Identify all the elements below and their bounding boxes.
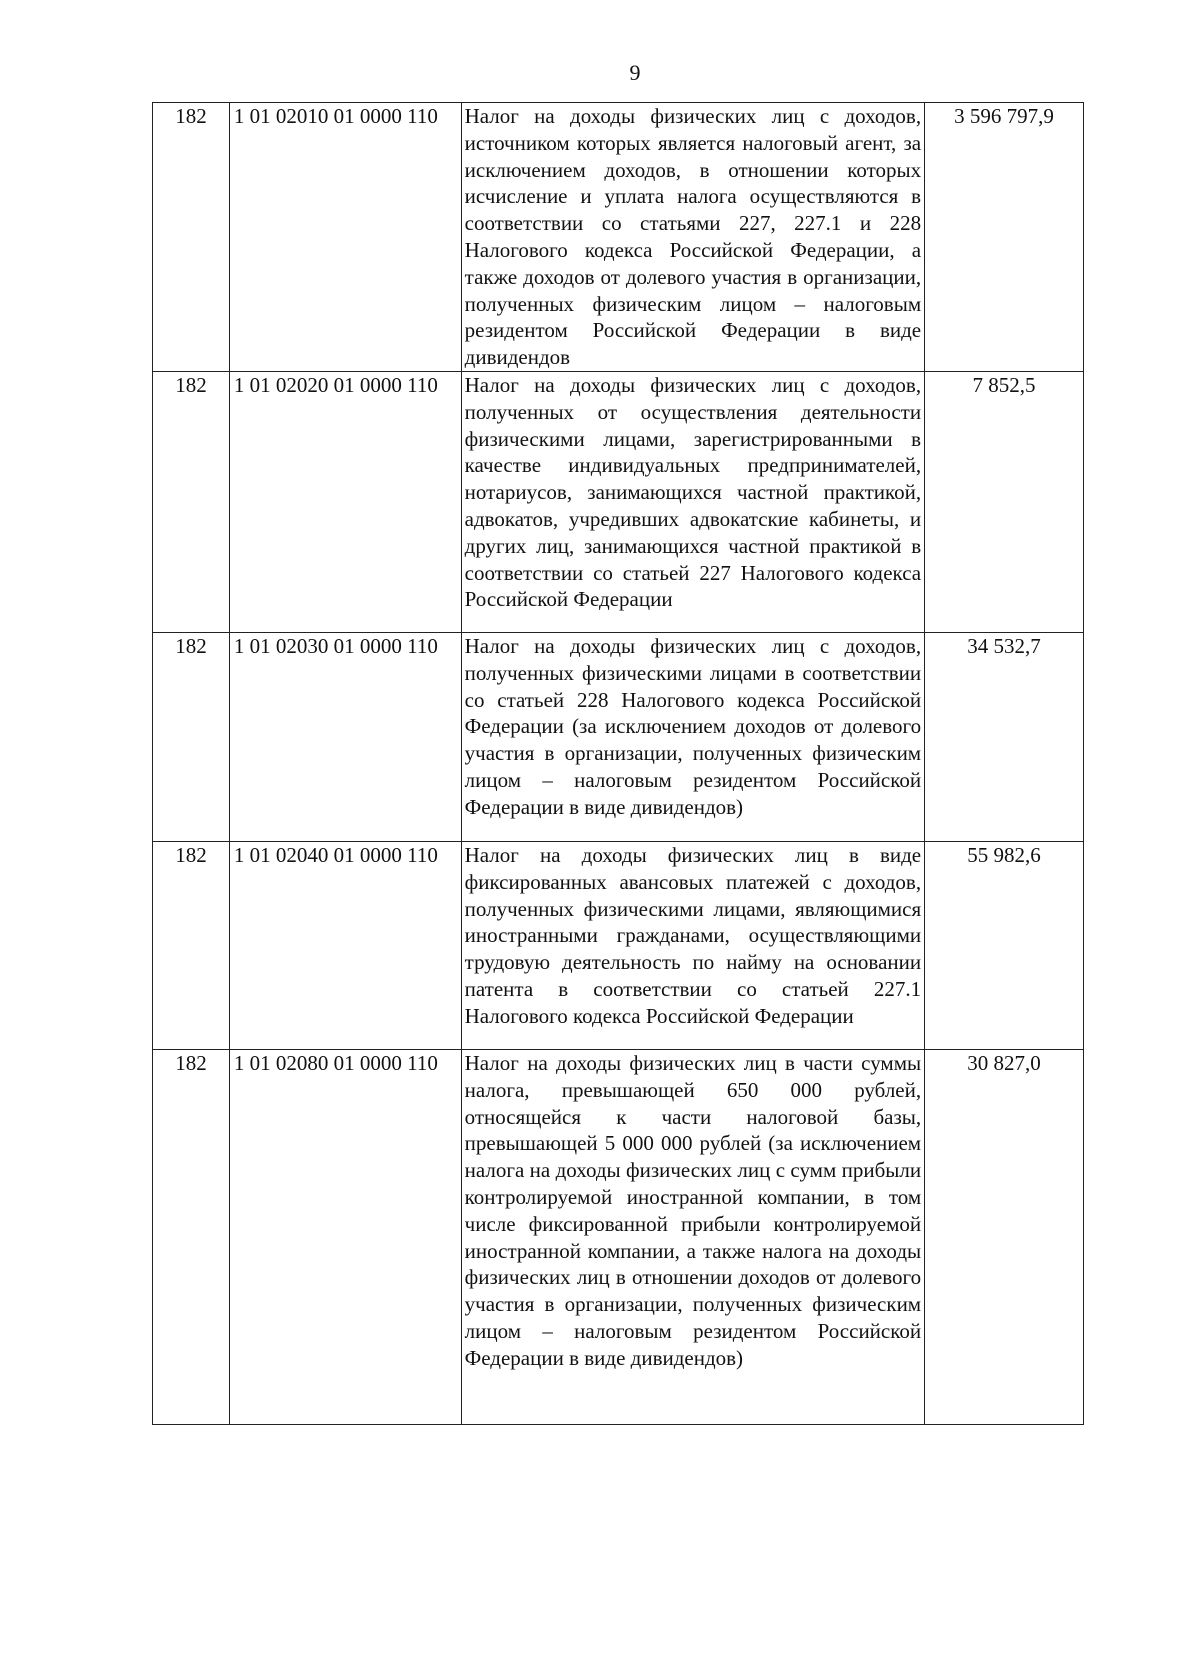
- revenue-name-text: Налог на доходы физических лиц с доходов, источником которых является налоговый агент, за исключением доходов, в отношении которых исчисление и уплата налога осуществляются в соответствии со статьями 227, 227.1 и 228 Налогового кодекса Российской Федерации, а также доходов от долевого участия в организации, полученных физическим лицом – налоговым резидентом Российской Федерации в виде дивидендов: [464, 104, 922, 370]
- amount-cell: 30 827,0: [925, 1049, 1084, 1424]
- admin-code-cell: 182: [153, 632, 230, 841]
- kbk-code-cell: 1 01 02020 01 0000 110: [229, 371, 461, 632]
- table-row: [153, 103, 1084, 372]
- table-row: [153, 371, 1084, 632]
- amount-cell: 7 852,5: [925, 371, 1084, 632]
- revenue-table: [152, 102, 1084, 1425]
- revenue-name-text: Налог на доходы физических лиц с доходов, полученных физическими лицами в соответствии со статьей 228 Налогового кодекса Российской Федерации (за исключением доходов от долевого участия в организации, полученных физическим лицом – налоговым резидентом Российской Федерации в виде дивидендов): [464, 633, 922, 819]
- revenue-name-cell: [461, 632, 924, 841]
- kbk-code-cell: 1 01 02080 01 0000 110: [229, 1049, 461, 1424]
- kbk-code-cell: 1 01 02010 01 0000 110: [229, 103, 461, 372]
- revenue-name-cell: [461, 371, 924, 632]
- table-row: [153, 1049, 1084, 1424]
- admin-code-cell: 182: [153, 1049, 230, 1424]
- revenue-name-text: Налог на доходы физических лиц в части суммы налога, превышающей 650 000 рублей, относящейся к части налоговой базы, превышающей 5 000 000 рублей (за исключением налога на доходы физических лиц с сумм прибыли контролируемой иностранной компании, в том числе фиксированной прибыли контролируемой иностранной компании, а также налога на доходы физических лиц в отношении доходов от долевого участия в организации, полученных физическим лицом – налоговым резидентом Российской Федерации в виде дивидендов): [464, 1050, 922, 1370]
- revenue-name-cell: [461, 841, 924, 1049]
- page-number: 9: [629, 60, 641, 85]
- admin-code-cell: 182: [153, 371, 230, 632]
- kbk-code-cell: 1 01 02040 01 0000 110: [229, 841, 461, 1049]
- admin-code-cell: 182: [153, 103, 230, 372]
- revenue-name-text: Налог на доходы физических лиц с доходов, полученных от осуществления деятельности физическими лицами, зарегистрированными в качестве индивидуальных предпринимателей, нотариусов, занимающихся частной практикой, адвокатов, учредивших адвокатские кабинеты, и других лиц, занимающихся частной практикой в соответствии со статьей 227 Налогового кодекса Российской Федерации: [464, 372, 922, 612]
- revenue-name-text: Налог на доходы физических лиц в виде фиксированных авансовых платежей с доходов, полученных физическими лицами, являющимися иностранными гражданами, осуществляющими трудовую деятельность по найму на основании патента в соответствии со статьей 227.1 Налогового кодекса Российской Федерации: [464, 842, 922, 1028]
- table-row: [153, 632, 1084, 841]
- table-row: [153, 841, 1084, 1049]
- amount-cell: 55 982,6: [925, 841, 1084, 1049]
- revenue-name-cell: [461, 103, 924, 372]
- kbk-code-cell: 1 01 02030 01 0000 110: [229, 632, 461, 841]
- amount-cell: 34 532,7: [925, 632, 1084, 841]
- amount-cell: 3 596 797,9: [925, 103, 1084, 372]
- revenue-name-cell: [461, 1049, 924, 1424]
- admin-code-cell: 182: [153, 841, 230, 1049]
